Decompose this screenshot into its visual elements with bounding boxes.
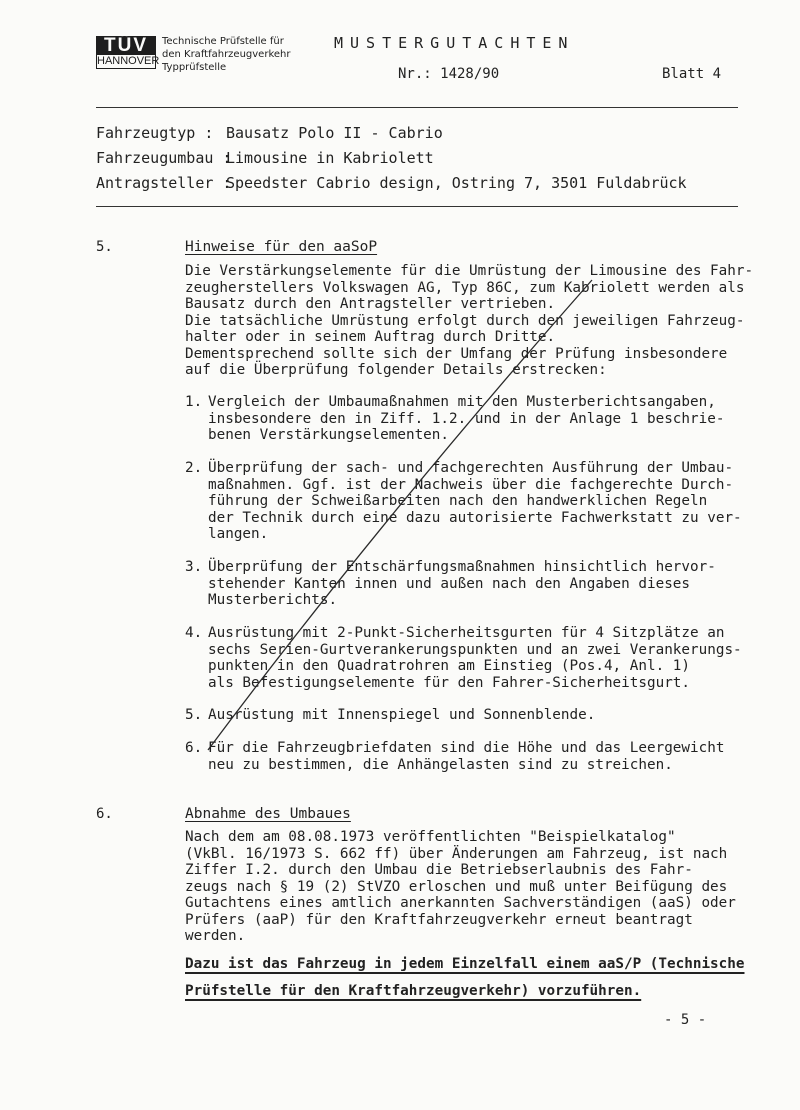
section-6-body: Nach dem am 08.08.1973 veröffentlichten "Beispielkatalog" (VkBl. 16/1973 S. 662 ff) über Änderungen am Fahrzeug, ist nach Ziffer I.2. durch den Umbau die Betriebserlaubnis des Fahr- zeugs nach § 19 (2) StVZO erloschen und muß unter Beifügung des Gutachtens eines amtlich anerkannten Sachverständigen (aaS) oder Prüfers (aaP) für den Kraftfahrzeugverkehr erneut beantragt werden. (185, 829, 736, 944)
document-title: MUSTERGUTACHTEN (334, 34, 575, 52)
logo-top-text: TÜV (96, 36, 156, 55)
item-2-number: 2. (185, 460, 203, 476)
item-2-text: Überprüfung der sach- und fachgerechten Ausführung der Umbau- maßnahmen. Ggf. ist der Nachweis über die fachgerechte Durch- führung der Schweißarbeiten nach den handwerklichen Regeln der Technik durch eine dazu autorisierte Fachwerkstatt zu ver- langen. (208, 460, 742, 542)
info-value-vehicle-type: Bausatz Polo II - Cabrio (226, 124, 443, 142)
section-6-heading: Abnahme des Umbaues (185, 806, 351, 822)
item-4-number: 4. (185, 625, 203, 641)
section-5-intro: Die Verstärkungselemente für die Umrüstung der Limousine des Fahr- zeugherstellers Volkswagen AG, Typ 86C, zum Kabriolett werden als Bausatz durch den Antragsteller vertrieben. Die tatsächliche Umrüstung erfolgt durch den jeweiligen Fahrzeug- halter oder in seinem Auftrag durch Dritte. Dementsprechend sollte sich der Umfang der Prüfung insbesondere auf die Überprüfung folgender Details erstrecken: (185, 263, 754, 378)
info-label-applicant: Antragsteller : (96, 174, 232, 192)
section-6-number: 6. (96, 806, 113, 822)
org-line-2: den Kraftfahrzeugverkehr (162, 49, 291, 60)
org-line-1: Technische Prüfstelle für (162, 36, 284, 47)
page-number: - 5 - (664, 1012, 707, 1028)
sheet-number: Blatt 4 (662, 66, 722, 82)
info-value-applicant: Speedster Cabrio design, Ostring 7, 3501 Fuldabrück (226, 174, 687, 192)
info-label-conversion: Fahrzeugumbau : (96, 149, 232, 167)
item-5-number: 5. (185, 707, 203, 723)
item-1-number: 1. (185, 394, 203, 410)
header-rule (96, 107, 738, 108)
tuv-hannover-logo (96, 35, 160, 70)
item-6-number: 6. (185, 740, 203, 756)
section-5-heading: Hinweise für den aaSoP (185, 239, 378, 255)
section-5-number: 5. (96, 239, 113, 255)
info-value-conversion: Limousine in Kabriolett (226, 149, 434, 167)
item-3-number: 3. (185, 559, 203, 575)
document-number: Nr.: 1428/90 (398, 66, 500, 82)
item-3-text: Überprüfung der Entschärfungsmaßnahmen hinsichtlich hervor- stehender Kanten innen und außen nach den Angaben dieses Musterberichts. (208, 559, 716, 608)
info-label-vehicle-type: Fahrzeugtyp : (96, 124, 214, 142)
section-6-note: Dazu ist das Fahrzeug in jedem Einzelfall einem aaS/P (Technische Prüfstelle für den Kraftfahrzeugverkehr) vorzuführen. (185, 956, 745, 999)
org-line-3: Typprüfstelle (162, 62, 227, 73)
item-5-text: Ausrüstung mit Innenspiegel und Sonnenblende. (208, 707, 596, 723)
item-4-text: Ausrüstung mit 2-Punkt-Sicherheitsgurten für 4 Sitzplätze an sechs Serien-Gurtverankerungspunkten und an zwei Verankerungs- punkten in den Quadratrohren am Einstieg (Pos.4, Anl. 1) als Befestigungselemente für den Fahrer-Sicherheitsgurt. (208, 625, 742, 691)
logo-bottom-text: HANNOVER (97, 55, 160, 67)
item-1-text: Vergleich der Umbaumaßnahmen mit den Musterberichtsangaben, insbesondere den in Ziff. 1.2. und in der Anlage 1 beschrie- benen Verstärkungselementen. (208, 394, 725, 443)
item-6-text: Für die Fahrzeugbriefdaten sind die Höhe und das Leergewicht neu zu bestimmen, die Anhängelasten sind zu streichen. (208, 740, 725, 773)
info-rule (96, 206, 738, 207)
